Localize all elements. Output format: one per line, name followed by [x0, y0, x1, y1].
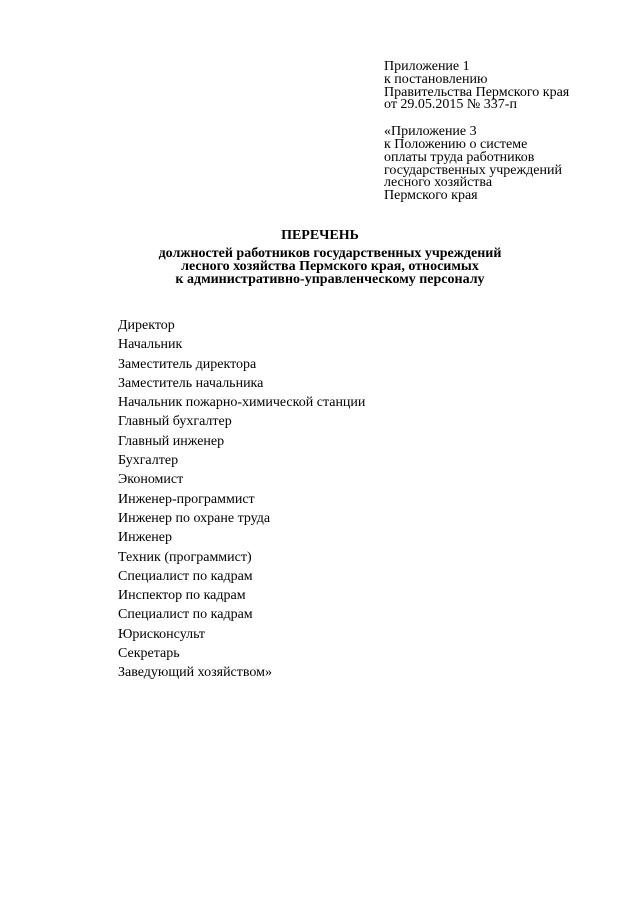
- position-item: Экономист: [118, 472, 184, 488]
- position-item: Инженер по охране труда: [118, 510, 271, 526]
- sub-appendix-line: оплаты труда работников: [384, 149, 535, 165]
- appendix-line: Правительства Пермского края: [384, 84, 570, 100]
- sub-appendix-line: государственных учреждений: [384, 162, 562, 178]
- position-item: Инженер: [118, 530, 173, 546]
- position-item: Директор: [118, 318, 175, 333]
- position-item: Инженер-программист: [118, 491, 255, 507]
- position-item: Секретарь: [118, 646, 180, 662]
- sub-appendix-line: «Приложение 3: [384, 124, 477, 140]
- position-item: Заместитель директора: [118, 356, 257, 372]
- document-title: ПЕРЕЧЕНЬ: [281, 228, 359, 243]
- position-item: Главный бухгалтер: [118, 414, 232, 430]
- position-item: Инспектор по кадрам: [118, 588, 246, 604]
- subtitle-line: лесного хозяйства Пермского края, относимых: [181, 259, 479, 275]
- appendix-line: к постановлению: [384, 71, 488, 87]
- positions-list: [118, 316, 365, 683]
- position-item: Заведующий хозяйством»: [118, 665, 272, 681]
- sub-appendix-line: лесного хозяйства: [384, 175, 493, 191]
- subtitle-line: к административно-управленческому персоналу: [175, 272, 485, 288]
- position-item: Техник (программист): [118, 549, 252, 565]
- appendix-header: [384, 61, 624, 203]
- position-item: Юрисконсульт: [118, 626, 206, 642]
- position-item: Начальник пожарно-химической станции: [118, 395, 366, 411]
- position-item: Заместитель начальника: [118, 375, 264, 391]
- sub-appendix-line: Пермского края: [384, 188, 478, 204]
- position-item: Специалист по кадрам: [118, 607, 253, 623]
- appendix-line: Приложение 1: [384, 59, 470, 74]
- position-item: Главный инженер: [118, 433, 225, 449]
- appendix-line: от 29.05.2015 № 337-п: [384, 97, 517, 113]
- subtitle-line: должностей работников государственных учреждений: [158, 246, 502, 261]
- document-subtitle: [0, 247, 640, 287]
- sub-appendix-line: к Положению о системе: [384, 136, 528, 152]
- position-item: Начальник: [118, 337, 183, 353]
- position-item: Специалист по кадрам: [118, 568, 253, 584]
- position-item: Бухгалтер: [118, 453, 179, 469]
